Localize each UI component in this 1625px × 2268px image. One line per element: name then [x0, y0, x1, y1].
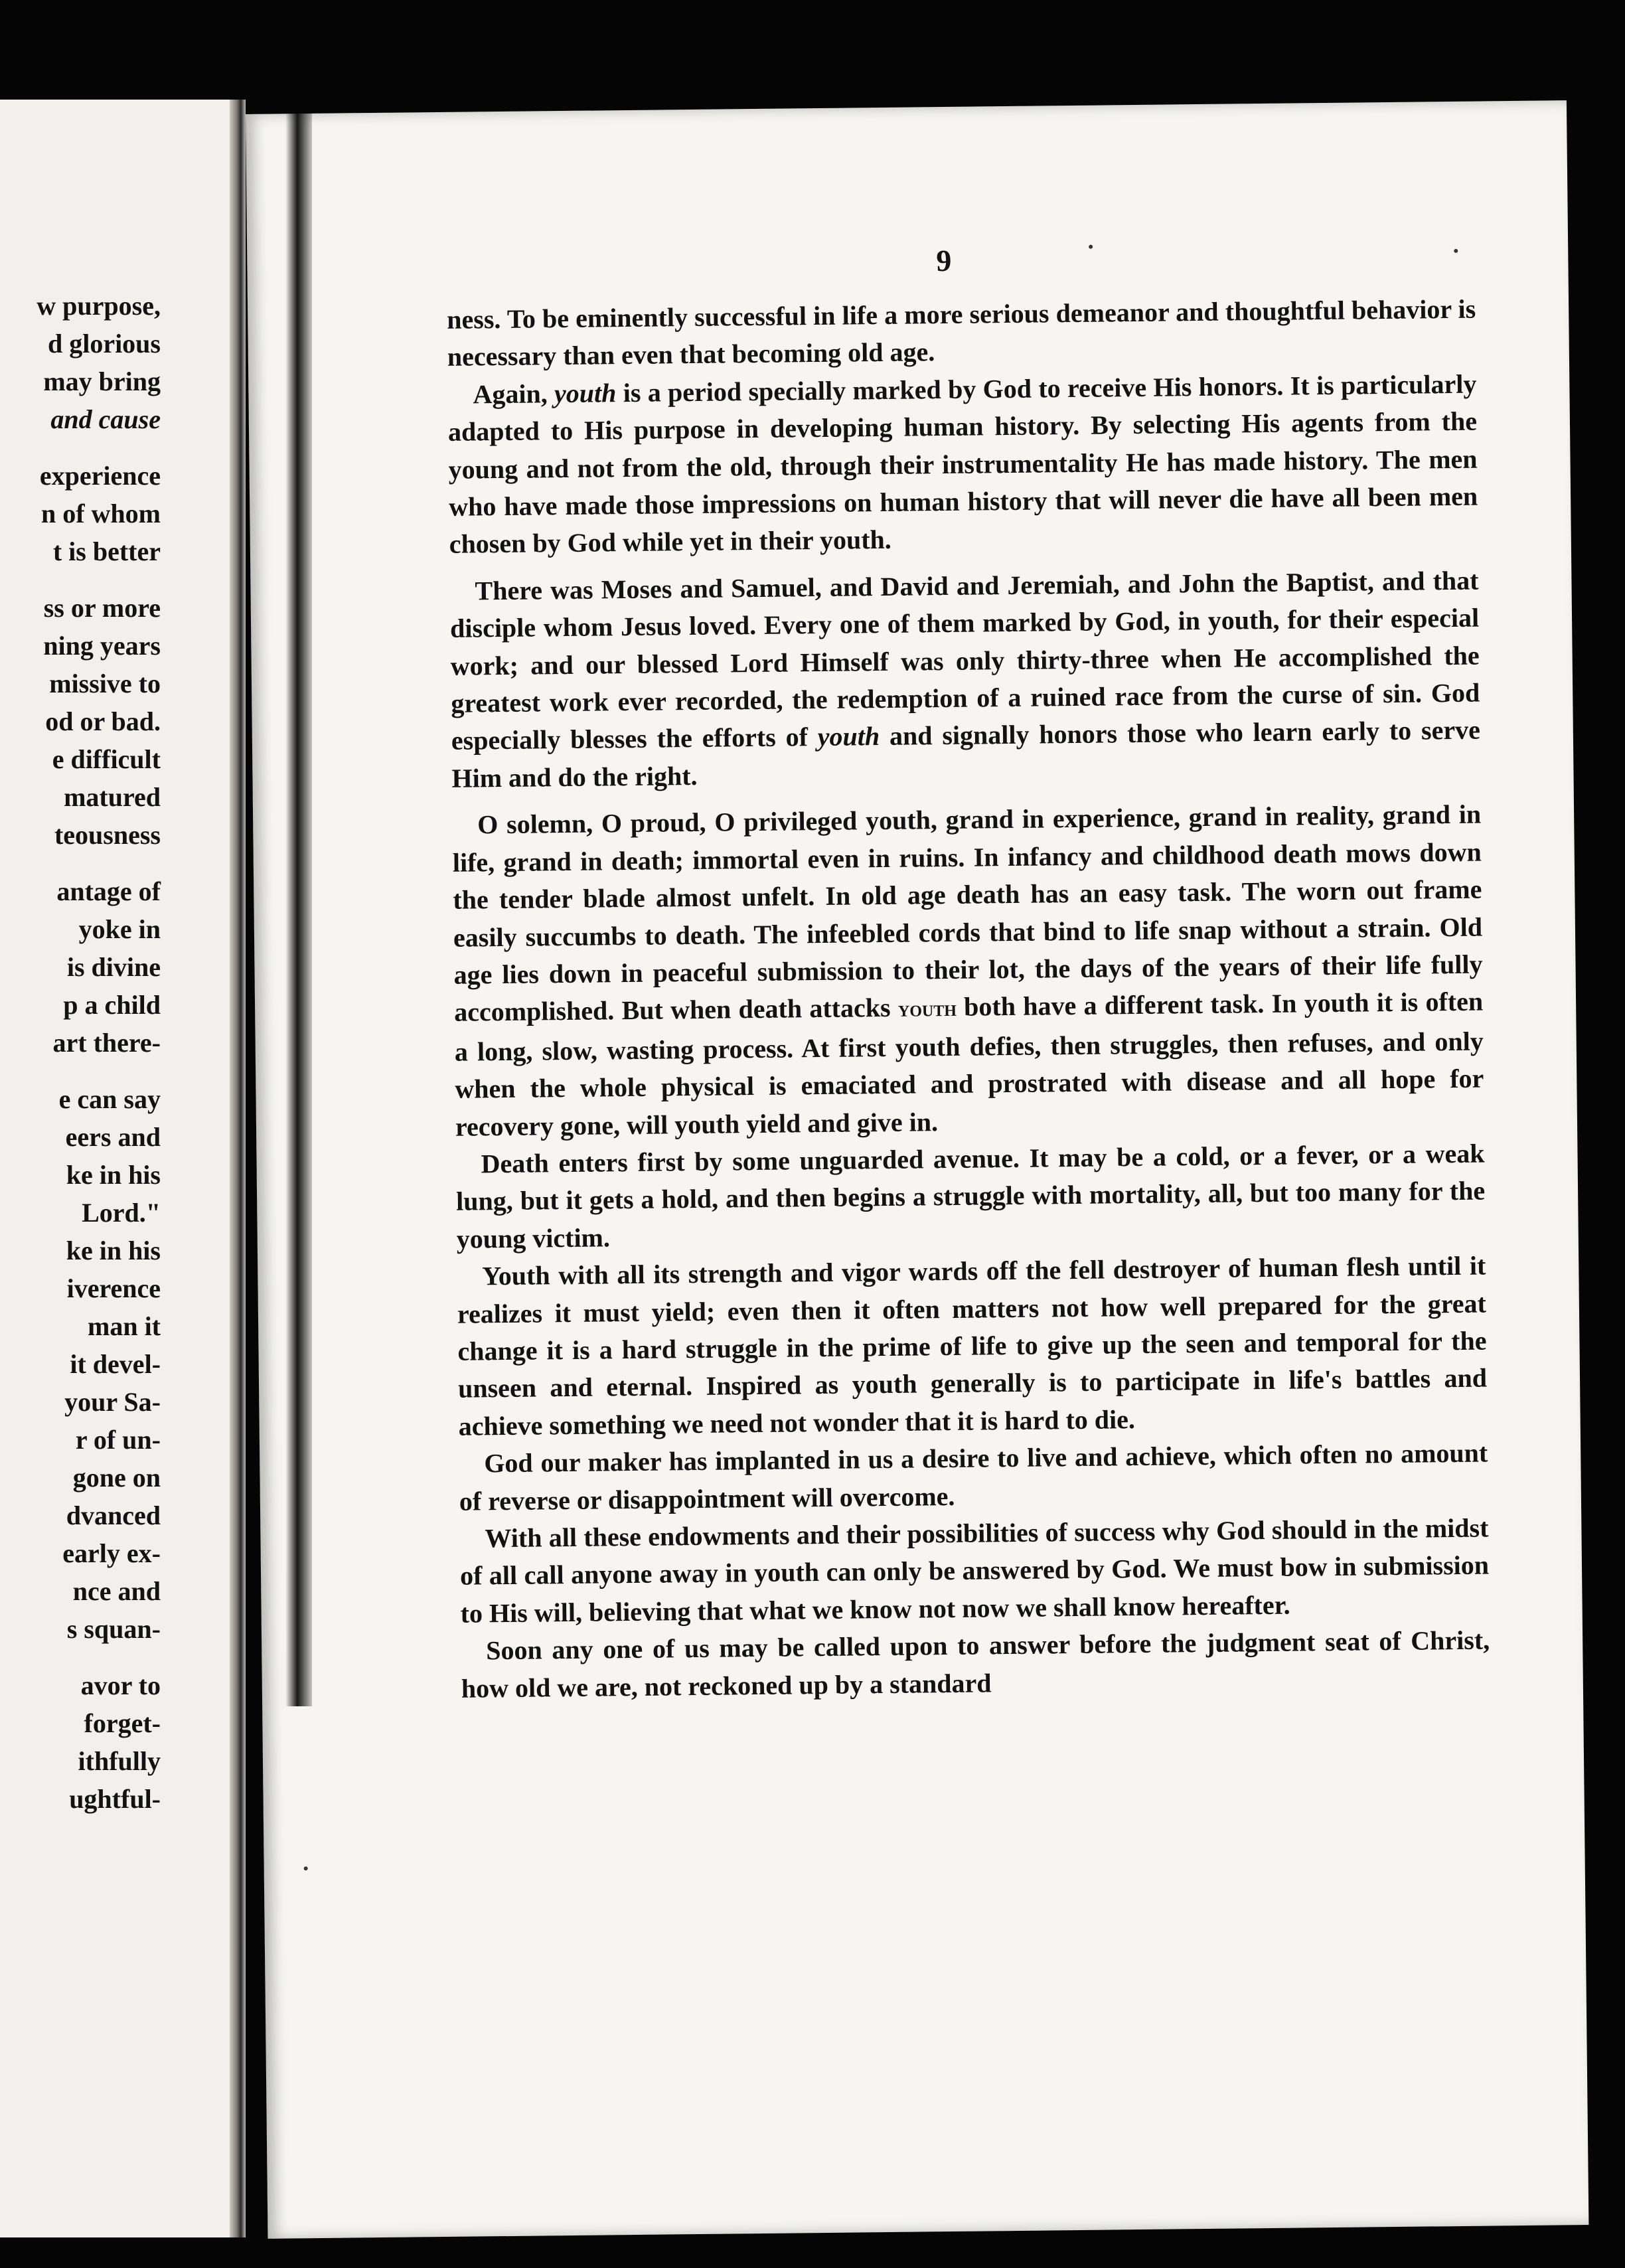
- current-page: [246, 100, 1588, 2239]
- left-line: ss or more: [43, 593, 161, 623]
- left-line: it devel-: [70, 1349, 161, 1379]
- paragraph: [447, 365, 1478, 563]
- paragraph-text: both have a different task. In youth it is often a long, slow, wasting process. At first youth defies, then struggles, then refuses, and only when the whole physical is emaciated and prostrated with disease and all hope for recovery gone, will youth yield and give in.: [454, 986, 1484, 1142]
- left-line: s squan-: [66, 1614, 161, 1644]
- paragraph-text: Death enters first by some unguarded avenue. It may be a cold, or a fever, or a weak lung, but it gets a hold, and then begins a struggle with mortality, all, but too many for the young victim.: [455, 1138, 1486, 1254]
- page-spine-shadow: [285, 113, 312, 1706]
- previous-page-fragment: [0, 100, 246, 2237]
- page-number: 9: [936, 243, 952, 278]
- left-line: may bring: [43, 366, 161, 396]
- paragraph-text: God our maker has implanted in us a desire to live and achieve, which often no amount of reverse or disappointment will overcome.: [459, 1437, 1488, 1516]
- left-line: n of whom: [40, 499, 161, 528]
- left-line: yoke in: [78, 914, 161, 944]
- paragraph: [452, 796, 1484, 1146]
- paragraph-text: Again,: [473, 378, 555, 410]
- left-line: nce and: [72, 1576, 161, 1606]
- left-line: early ex-: [62, 1538, 161, 1568]
- paragraph: [457, 1248, 1488, 1445]
- left-line: ithfully: [78, 1746, 161, 1776]
- emphasis-text: youth: [817, 721, 880, 752]
- left-line: missive to: [49, 669, 161, 698]
- left-line: art there-: [52, 1028, 161, 1058]
- paragraph-text: Youth with all its strength and vigor wards off the fell destroyer of human flesh until it realizes it must yield; even then it often matters not how well prepared for the great change it is a hard struggle in the prime of life to give up the seen and temporal for the unseen and eternal. Inspired as youth generally is to participate in life's battles and achieve something we need not wonder that it is hard to die.: [457, 1250, 1488, 1441]
- left-line: forget-: [84, 1708, 161, 1738]
- paragraph-text: is a period specially marked by God to receive His honors. It is particularly adapted to His purpose in developing human history. By selecting His agents from the young and not from the old, through their instrumentality He has made history. The men who have made those impressions on human history that will never die have all been men chosen by God while yet in their youth.: [447, 368, 1478, 560]
- paragraph: [447, 291, 1476, 376]
- paragraph: [459, 1510, 1490, 1633]
- previous-page-text: [37, 287, 161, 1818]
- paragraph: [459, 1435, 1488, 1520]
- left-line: w purpose,: [37, 291, 161, 321]
- left-line: your Sa-: [64, 1387, 161, 1417]
- left-line: t is better: [52, 536, 161, 566]
- paragraph: [455, 1135, 1486, 1257]
- left-line: ke in his: [66, 1236, 161, 1265]
- left-line-gap: [37, 1062, 161, 1080]
- left-line: teousness: [54, 820, 161, 850]
- left-line: experience: [39, 461, 161, 491]
- left-line: Lord.": [82, 1198, 161, 1228]
- paragraph-text: There was Moses and Samuel, and David and Jeremiah, and John the Baptist, and that disciple whom Jesus loved. Every one of them marked by God, in youth, for their especial work; and our blessed Lord Himself was only thirty-three when He accomplished the greatest work ever recorded, the redemption of a ruined race from the curse of sin. God especially blesses the efforts of: [449, 565, 1480, 756]
- left-line: ughtful-: [69, 1784, 161, 1814]
- paragraph-text: With all these endowments and their possibilities of success why God should in the midst of all call anyone away in youth can only be answered by God. We must bow in submission to His will, believing that what we know not now we shall know hereafter.: [459, 1512, 1490, 1629]
- page-body-text: [447, 291, 1490, 1708]
- left-line: eers and: [65, 1122, 161, 1152]
- paragraph-text: Soon any one of us may be called upon to answer before the judgment seat of Christ, how old we are, not reckoned up by a standard: [461, 1625, 1490, 1704]
- left-line-gap: [37, 570, 161, 589]
- paper-speck: [1454, 249, 1458, 253]
- left-line: e difficult: [52, 744, 161, 774]
- paragraph-text: and signally honors those who learn early to serve Him and do the right.: [451, 715, 1481, 793]
- left-line: ke in his: [66, 1160, 161, 1190]
- left-line: man it: [88, 1311, 161, 1341]
- left-line: d glorious: [47, 329, 161, 359]
- left-line: is divine: [66, 952, 161, 982]
- left-line-gap: [37, 1648, 161, 1666]
- paragraph: [461, 1622, 1490, 1708]
- small-caps-text: youth: [897, 997, 957, 1022]
- paragraph-text: ness. To be eminently successful in life a more serious demeanor and thoughtful behavior is necessary than even that becoming old age.: [447, 293, 1476, 372]
- left-line: and cause: [50, 404, 161, 434]
- paper-speck: [1089, 245, 1093, 249]
- paper-speck: [304, 1866, 308, 1870]
- book-gutter: [230, 100, 246, 2237]
- left-line: p a child: [63, 990, 161, 1020]
- left-line: antage of: [56, 876, 161, 906]
- emphasis-text: youth: [554, 377, 617, 408]
- left-line: r of un-: [75, 1425, 161, 1455]
- left-line-gap: [37, 854, 161, 872]
- left-line: od or bad.: [45, 706, 161, 736]
- left-line: ning years: [43, 631, 161, 661]
- left-line: iverence: [66, 1273, 161, 1303]
- left-line-gap: [37, 438, 161, 457]
- left-line: avor to: [80, 1670, 161, 1700]
- left-line: e can say: [58, 1084, 161, 1114]
- paragraph-text: O solemn, O proud, O privileged youth, grand in experience, grand in reality, grand in life, grand in death; immortal even in ruins. In infancy and childhood death mows down the tender blade almost unfelt. In old age death has an easy task. The worn out frame easily succumbs to death. The infeebled cords that bind to life snap without a strain. Old age lies down in peaceful submission to their lot, the days of the years of their life fully accomplished. But when death attacks: [452, 799, 1483, 1028]
- left-line: matured: [64, 782, 161, 812]
- left-line: gone on: [72, 1463, 161, 1493]
- left-line: dvanced: [66, 1500, 161, 1530]
- paragraph: [449, 562, 1480, 797]
